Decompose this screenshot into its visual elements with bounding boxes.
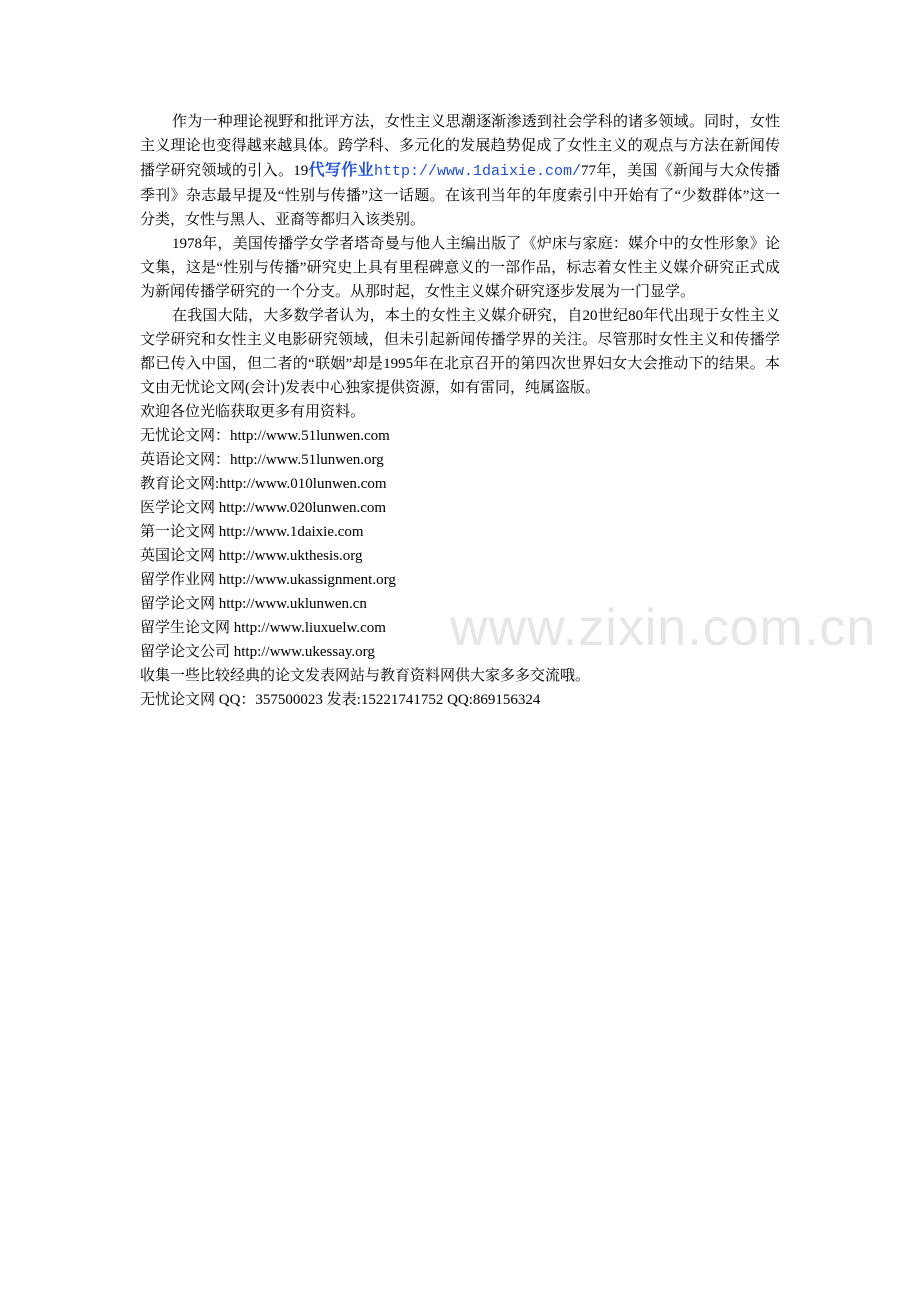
- link-line: 第一论文网 http://www.1daixie.com: [140, 524, 364, 540]
- contact-line: 无忧论文网 QQ：357500023 发表:15221741752 QQ:869156324: [140, 692, 541, 708]
- ad-link-text[interactable]: 代写作业: [308, 160, 374, 179]
- welcome-line: 欢迎各位光临获取更多有用资料。: [140, 404, 366, 420]
- link-line: 无忧论文网：http://www.51lunwen.com: [140, 428, 390, 444]
- link-line: 教育论文网:http://www.010lunwen.com: [140, 476, 387, 492]
- link-line: 留学生论文网 http://www.liuxuelw.com: [140, 620, 386, 636]
- paragraph-3: 在我国大陆，大多数学者认为，本土的女性主义媒介研究，自20世纪80年代出现于女性主义文学研究和女性主义电影研究领域，但未引起新闻传播学界的关注。尽管那时女性主义和传播学都已传入中国，但二者的“联姻”却是1995年在北京召开的第四次世界妇女大会推动下的结果。本文由无忧论文网(会计)发表中心独家提供资源，如有雷同，纯属盗版。: [140, 308, 780, 396]
- link-line: 英语论文网：http://www.51lunwen.org: [140, 452, 384, 468]
- link-line: 英国论文网 http://www.ukthesis.org: [140, 548, 363, 564]
- paragraph-2: 1978年，美国传播学女学者塔奇曼与他人主编出版了《炉床与家庭：媒介中的女性形象》论文集，这是“性别与传播”研究史上具有里程碑意义的一部作品，标志着女性主义媒介研究正式成为新闻传播学研究的一个分支。从那时起，女性主义媒介研究逐步发展为一门显学。: [140, 236, 780, 300]
- paragraph-1-text-end: 77年，美国《新闻与大众传播季刊》杂志最早提及“性别与传播”这一话题。在该刊当年的年度索引中开始有了“少数群体”这一分类，女性与黑人、亚裔等都归入该类别。: [140, 163, 780, 228]
- paragraph-1-text-start: 作为一种理论视野和批评方法，女性主义思潮逐渐渗透到社会学科的诸多领域。同时，女性主义理论也变得越来越具体。跨学科、多元化的发展趋势促成了女性主义的观点与方法在新闻传播学研究领域的引入。19: [140, 114, 780, 179]
- watermark: www.zixin.com.cn: [450, 599, 877, 657]
- ad-link-url[interactable]: http://www.1daixie.com/: [373, 163, 582, 180]
- link-line: 医学论文网 http://www.020lunwen.com: [140, 500, 387, 516]
- closing-line: 收集一些比较经典的论文发表网站与教育资料网供大家多多交流哦。: [140, 668, 591, 684]
- paragraph-1: [140, 110, 780, 232]
- link-line: 留学论文公司 http://www.ukessay.org: [140, 644, 375, 660]
- link-line: 留学论文网 http://www.uklunwen.cn: [140, 596, 367, 612]
- link-line: 留学作业网 http://www.ukassignment.org: [140, 572, 396, 588]
